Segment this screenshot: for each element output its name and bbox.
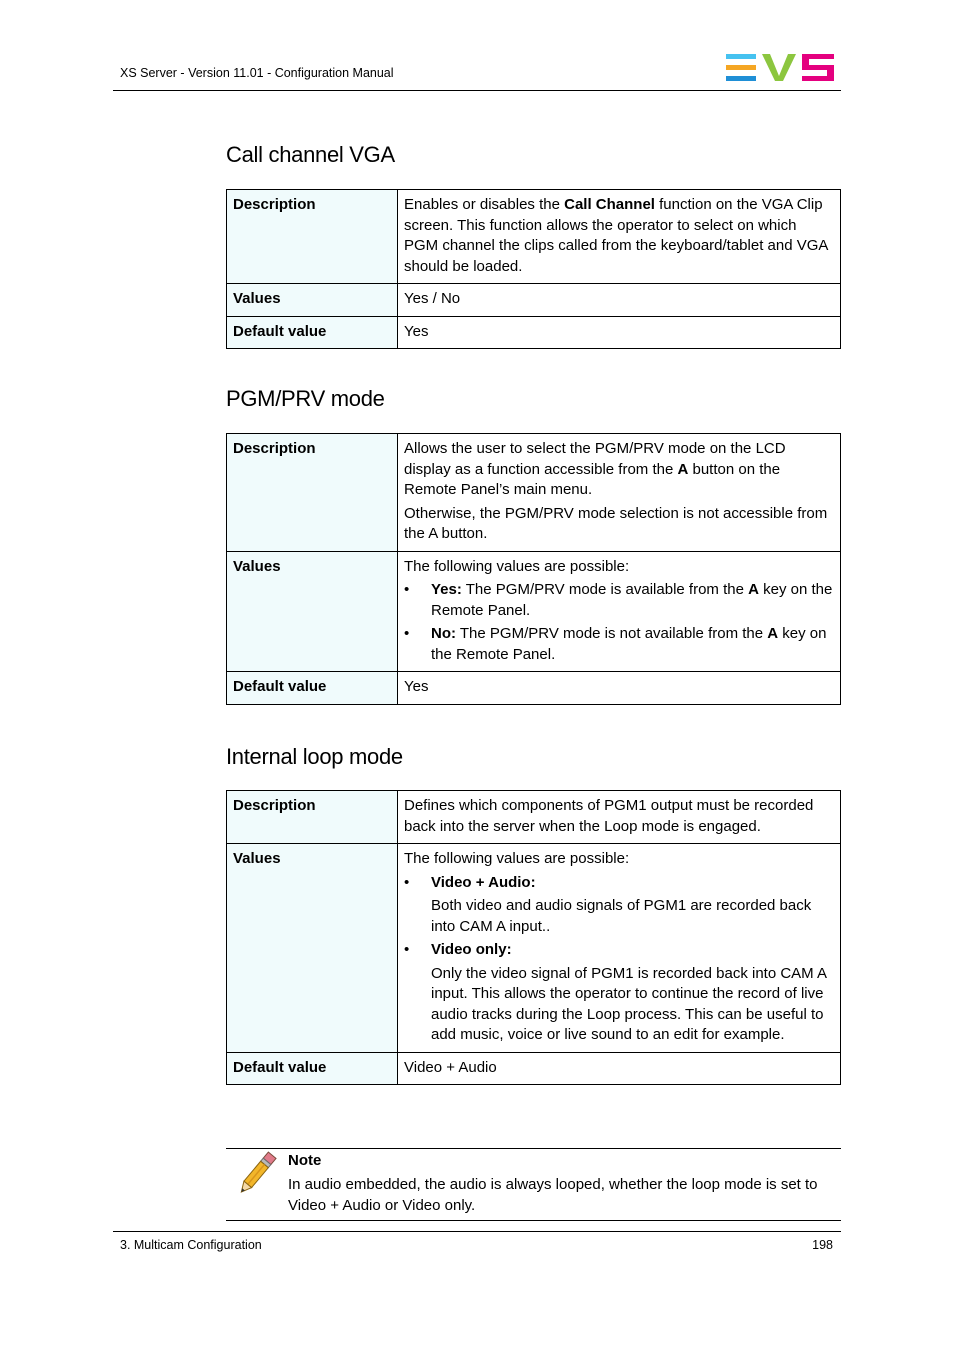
description-text: Enables or disables the bbox=[404, 196, 565, 213]
table-row bbox=[227, 1052, 841, 1085]
pencil-icon bbox=[233, 1151, 279, 1195]
table-row bbox=[227, 672, 841, 705]
bold-term: A bbox=[677, 460, 689, 478]
section-title-pgm-prv: PGM/PRV mode bbox=[226, 386, 385, 411]
bold-term: A bbox=[748, 581, 759, 598]
values-list bbox=[404, 873, 834, 1046]
table-row bbox=[227, 284, 841, 317]
row-value: Video + Audio bbox=[398, 1052, 841, 1085]
row-label: Description bbox=[227, 791, 398, 844]
item-text: key on the Remote Panel. bbox=[431, 625, 827, 663]
list-item bbox=[404, 624, 834, 665]
description-text: button on the Remote Panel’s main menu. bbox=[404, 460, 781, 498]
row-label: Default value bbox=[227, 316, 398, 349]
row-value: Yes bbox=[398, 316, 841, 349]
row-value bbox=[398, 844, 841, 1053]
row-value: Yes bbox=[398, 672, 841, 705]
table-row bbox=[227, 844, 841, 1053]
values-intro: The following values are possible: bbox=[404, 557, 630, 575]
row-label: Values bbox=[227, 284, 398, 317]
bold-term: No: bbox=[431, 625, 456, 642]
row-value bbox=[398, 551, 841, 672]
values-intro: The following values are possible: bbox=[404, 850, 630, 867]
note-bottom-rule bbox=[226, 1220, 841, 1221]
document-header-title: XS Server - Version 11.01 - Configuration Manual bbox=[120, 66, 394, 80]
row-label: Values bbox=[227, 551, 398, 672]
table-row bbox=[227, 551, 841, 672]
bold-term: Call Channel bbox=[564, 196, 655, 213]
section-title-call-channel: Call channel VGA bbox=[226, 142, 395, 167]
row-label: Description bbox=[227, 434, 398, 552]
page-number: 198 bbox=[812, 1238, 833, 1252]
call-channel-table bbox=[226, 189, 841, 349]
section-title-internal-loop: Internal loop mode bbox=[226, 744, 403, 769]
item-text: Only the video signal of PGM1 is recorded back into CAM A input. This allows the operator to continue the record of live audio tracks during the Loop process. This can be useful to add music, voice or live sound to an edit for example. bbox=[431, 964, 827, 1043]
bold-term: Yes: bbox=[431, 581, 462, 598]
bold-term: Video only: bbox=[431, 941, 512, 958]
footer-chapter: 3. Multicam Configuration bbox=[120, 1238, 262, 1252]
description-text: Allows the user to select the PGM/PRV mode on the LCD display as a function accessible from the bbox=[404, 440, 786, 478]
note-title: Note bbox=[288, 1152, 322, 1169]
row-label: Description bbox=[227, 190, 398, 284]
table-row bbox=[227, 791, 841, 844]
values-list bbox=[404, 580, 834, 665]
internal-loop-table bbox=[226, 790, 841, 1085]
row-value: Defines which components of PGM1 output must be recorded back into the server when the Loop mode is engaged. bbox=[398, 791, 841, 844]
note-text: In audio embedded, the audio is always looped, whether the loop mode is set to Video + Audio or Video only. bbox=[288, 1176, 818, 1214]
note-top-rule bbox=[226, 1148, 841, 1149]
row-value bbox=[398, 434, 841, 552]
footer-rule bbox=[113, 1231, 841, 1232]
row-label: Default value bbox=[227, 672, 398, 705]
row-value: Yes / No bbox=[398, 284, 841, 317]
item-text: The PGM/PRV mode is not available from the bbox=[456, 625, 768, 642]
item-text: key on the Remote Panel. bbox=[431, 581, 833, 619]
list-item bbox=[404, 580, 834, 621]
bold-term: Video + Audio: bbox=[431, 873, 536, 891]
bold-term: A bbox=[767, 625, 779, 642]
row-label: Default value bbox=[227, 1052, 398, 1085]
item-text: Both video and audio signals of PGM1 are recorded back into CAM A input.. bbox=[431, 897, 812, 935]
row-label: Values bbox=[227, 844, 398, 1053]
table-row bbox=[227, 190, 841, 284]
pgm-prv-table bbox=[226, 433, 841, 705]
list-item bbox=[404, 940, 834, 1046]
description-paragraph bbox=[404, 439, 834, 501]
list-item bbox=[404, 873, 834, 938]
row-value bbox=[398, 190, 841, 284]
description-paragraph: Otherwise, the PGM/PRV mode selection is not accessible from the A button. bbox=[404, 504, 828, 542]
header-rule bbox=[113, 90, 841, 91]
table-row bbox=[227, 434, 841, 552]
table-row bbox=[227, 316, 841, 349]
item-text: The PGM/PRV mode is available from the bbox=[461, 581, 749, 598]
description-text: function on the VGA Clip screen. This function allows the operator to select on which PGM channel the clips called from the keyboard/tablet and VGA should be loaded. bbox=[404, 196, 828, 275]
evs-logo bbox=[726, 54, 834, 82]
